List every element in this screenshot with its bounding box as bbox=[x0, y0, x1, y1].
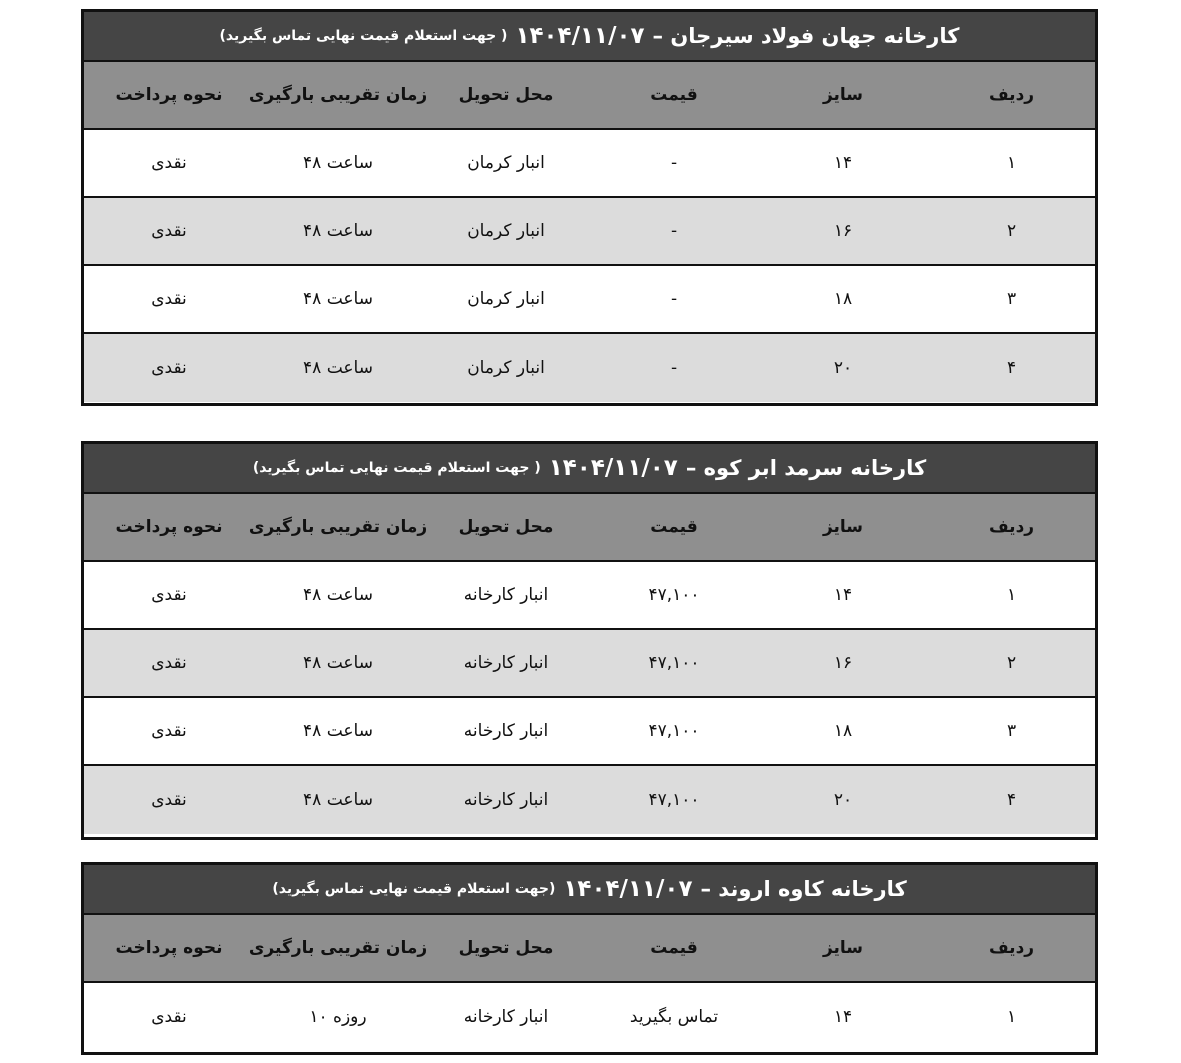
factory-title: کارخانه کاوه اروند – bbox=[700, 877, 907, 901]
header-price: قیمت bbox=[650, 517, 698, 537]
cell-location: انبار کرمان bbox=[467, 358, 545, 378]
header-index: ردیف bbox=[988, 517, 1035, 537]
header-index: ردیف bbox=[988, 938, 1035, 958]
header-location: محل تحویل bbox=[458, 517, 554, 537]
table-header-row bbox=[84, 62, 1095, 130]
cell-size: ۱۴ bbox=[833, 1007, 853, 1027]
table-row bbox=[84, 698, 1095, 766]
table-row bbox=[84, 766, 1095, 834]
table-row bbox=[84, 266, 1095, 334]
table-row bbox=[84, 198, 1095, 266]
cell-loading-time: ساعت ۴۸ bbox=[303, 221, 373, 241]
header-location: محل تحویل bbox=[458, 85, 554, 105]
cell-payment: نقدی bbox=[151, 721, 187, 741]
header-location: محل تحویل bbox=[458, 938, 554, 958]
cell-payment: نقدی bbox=[151, 653, 187, 673]
cell-payment: نقدی bbox=[151, 153, 187, 173]
cell-loading-time: ساعت ۴۸ bbox=[303, 585, 373, 605]
cell-location: انبار کرمان bbox=[467, 289, 545, 309]
cell-payment: نقدی bbox=[151, 585, 187, 605]
table-row bbox=[84, 130, 1095, 198]
cell-loading-time: ساعت ۴۸ bbox=[303, 153, 373, 173]
cell-size: ۱۸ bbox=[833, 289, 853, 309]
table-row bbox=[84, 630, 1095, 698]
factory-table-jahan-foolad bbox=[81, 9, 1098, 406]
factory-date: ۱۴۰۴/۱۱/۰۷ bbox=[563, 876, 693, 902]
cell-location: انبار کارخانه bbox=[463, 653, 549, 673]
cell-index: ۲ bbox=[1006, 653, 1017, 673]
factory-table-sarmad-abarkooh bbox=[81, 441, 1098, 840]
cell-location: انبار کارخانه bbox=[463, 790, 549, 810]
cell-index: ۲ bbox=[1006, 221, 1017, 241]
table-row bbox=[84, 562, 1095, 630]
factory-table-kaveh-arvand bbox=[81, 862, 1098, 1055]
header-price: قیمت bbox=[650, 938, 698, 958]
cell-payment: نقدی bbox=[151, 289, 187, 309]
factory-note: (جهت استعلام قیمت نهایی تماس بگیرید) bbox=[272, 881, 556, 897]
header-size: سایز bbox=[822, 938, 864, 958]
cell-size: ۱۶ bbox=[833, 221, 853, 241]
cell-size: ۱۸ bbox=[833, 721, 853, 741]
header-payment: نحوه پرداخت bbox=[115, 85, 223, 105]
cell-index: ۱ bbox=[1006, 1007, 1017, 1027]
table-row bbox=[84, 983, 1095, 1051]
header-price: قیمت bbox=[650, 85, 698, 105]
table-row bbox=[84, 334, 1095, 402]
cell-payment: نقدی bbox=[151, 221, 187, 241]
cell-location: انبار کرمان bbox=[467, 153, 545, 173]
table-header-row bbox=[84, 494, 1095, 562]
factory-title: کارخانه سرمد ابر کوه – bbox=[685, 456, 927, 480]
cell-price: - bbox=[670, 153, 678, 173]
header-loading-time: زمان تقریبی بارگیری bbox=[248, 938, 428, 958]
cell-loading-time: ساعت ۴۸ bbox=[303, 358, 373, 378]
cell-index: ۴ bbox=[1006, 790, 1017, 810]
cell-index: ۱ bbox=[1006, 153, 1017, 173]
cell-index: ۱ bbox=[1006, 585, 1017, 605]
factory-title-bar bbox=[84, 444, 1095, 494]
cell-index: ۴ bbox=[1006, 358, 1017, 378]
cell-loading-time: ساعت ۴۸ bbox=[303, 289, 373, 309]
cell-price: ۴۷,۱۰۰ bbox=[648, 585, 700, 605]
cell-size: ۱۶ bbox=[833, 653, 853, 673]
cell-size: ۲۰ bbox=[833, 358, 853, 378]
cell-loading-time: ساعت ۴۸ bbox=[303, 721, 373, 741]
cell-price: - bbox=[670, 221, 678, 241]
table-header-row bbox=[84, 915, 1095, 983]
cell-size: ۱۴ bbox=[833, 153, 853, 173]
header-size: سایز bbox=[822, 85, 864, 105]
header-index: ردیف bbox=[988, 85, 1035, 105]
cell-payment: نقدی bbox=[151, 790, 187, 810]
header-size: سایز bbox=[822, 517, 864, 537]
cell-price: - bbox=[670, 289, 678, 309]
factory-title-bar bbox=[84, 865, 1095, 915]
cell-size: ۱۴ bbox=[833, 585, 853, 605]
factory-note: ( جهت استعلام قیمت نهایی تماس بگیرید) bbox=[219, 28, 508, 44]
cell-price: ۴۷,۱۰۰ bbox=[648, 653, 700, 673]
cell-loading-time: روزه ۱۰ bbox=[309, 1007, 367, 1027]
cell-price: تماس بگیرید bbox=[629, 1007, 719, 1027]
cell-location: انبار کارخانه bbox=[463, 585, 549, 605]
header-loading-time: زمان تقریبی بارگیری bbox=[248, 517, 428, 537]
cell-price: - bbox=[670, 358, 678, 378]
factory-date: ۱۴۰۴/۱۱/۰۷ bbox=[515, 23, 645, 49]
cell-payment: نقدی bbox=[151, 358, 187, 378]
cell-index: ۳ bbox=[1006, 721, 1017, 741]
factory-title: کارخانه جهان فولاد سیرجان – bbox=[652, 24, 960, 48]
cell-payment: نقدی bbox=[151, 1007, 187, 1027]
cell-index: ۳ bbox=[1006, 289, 1017, 309]
cell-location: انبار کارخانه bbox=[463, 721, 549, 741]
cell-location: انبار کرمان bbox=[467, 221, 545, 241]
cell-price: ۴۷,۱۰۰ bbox=[648, 790, 700, 810]
header-loading-time: زمان تقریبی بارگیری bbox=[248, 85, 428, 105]
cell-location: انبار کارخانه bbox=[463, 1007, 549, 1027]
header-payment: نحوه پرداخت bbox=[115, 517, 223, 537]
header-payment: نحوه پرداخت bbox=[115, 938, 223, 958]
factory-note: ( جهت استعلام قیمت نهایی تماس بگیرید) bbox=[252, 460, 541, 476]
cell-loading-time: ساعت ۴۸ bbox=[303, 790, 373, 810]
cell-loading-time: ساعت ۴۸ bbox=[303, 653, 373, 673]
factory-date: ۱۴۰۴/۱۱/۰۷ bbox=[548, 455, 678, 481]
cell-size: ۲۰ bbox=[833, 790, 853, 810]
cell-price: ۴۷,۱۰۰ bbox=[648, 721, 700, 741]
factory-title-bar bbox=[84, 12, 1095, 62]
